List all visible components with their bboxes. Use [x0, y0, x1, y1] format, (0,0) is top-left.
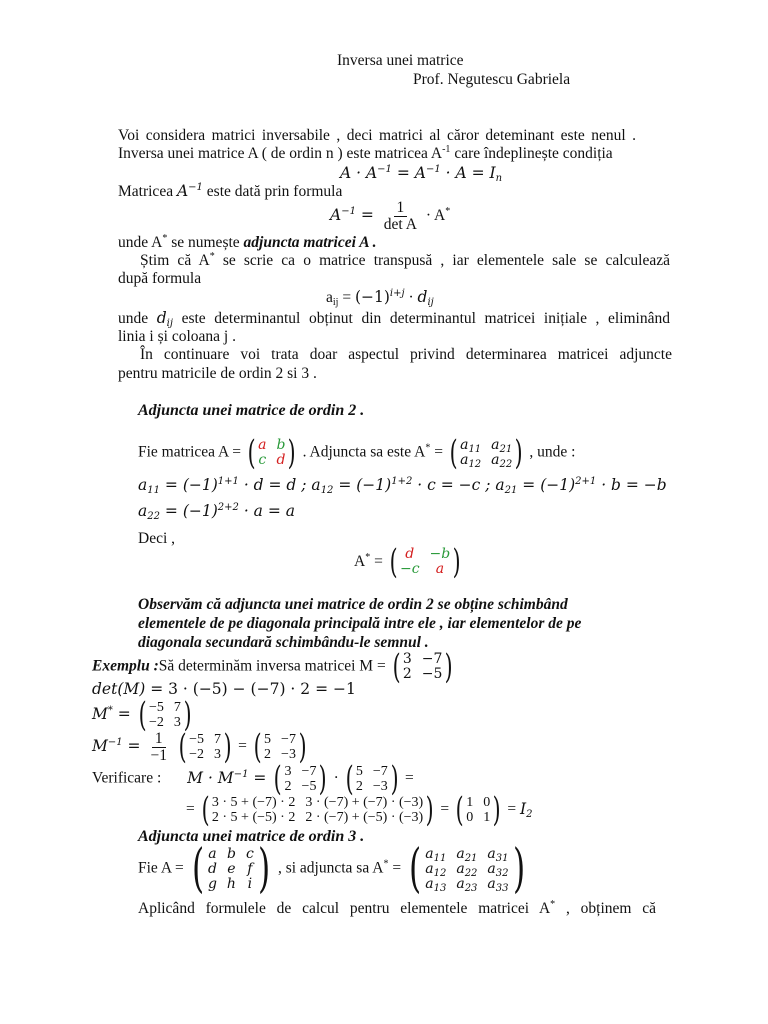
section-2-matrix-definition: Fie matricea A = ( a b c d ) . Adjuncta sa este A* = ( $a_{11}$ $a_{21}$ $a_{12}$ $a_{22}$ ) , unde :	[138, 433, 576, 473]
example-inverse: $M^{-1}$ = $\frac{1}{-1}$ ( −5 7 −2 3 ) = ( 5 −7 2 −3 )	[92, 727, 307, 767]
document-title: Inversa unei matrice	[337, 52, 464, 69]
intro-line-8: după formula	[118, 270, 202, 287]
example-verification: Verificare : $M \cdot M^{-1}$ = ( 3 −7 2 −5 ) · ( 5 −7 2 −3 ) =	[92, 759, 414, 799]
intro-line-4: Matricea $A^{-1}$ este dată prin formula	[118, 182, 343, 200]
formula-inverse: $A^{-1}$ = $\frac{1}{\text{det A}}$ · A*	[330, 198, 451, 233]
intro-line-7: Știm că A* se scrie ca o matrice transpusă , iar elementele sale se calculează	[140, 251, 670, 269]
section-3-matrix-definition: Fie A = ( a b c d e f g h i ) , si adjuncta sa A* = ( $a_{11}$ $a_{21}$ $a_{31}$ $a_{12}$ $a_{22}$ $a_{32}$ $a_{13}$ $a_{23}$ $a_{33}$ )	[138, 839, 525, 899]
observation-line-3: diagonala secundară schimbându-le semnul .	[138, 634, 429, 651]
intro-line-11: linia i și coloana j .	[118, 328, 236, 345]
example-det: det(M) = 3 · (−5) − (−7) · 2 = −1	[92, 680, 356, 698]
observation-line-1: Observăm că adjuncta unei matrice de ordin 2 se obține schimbând	[138, 596, 568, 613]
author-name: Prof. Negutescu Gabriela	[413, 71, 571, 88]
intro-line-13: pentru matricile de ordin 2 si 3 .	[118, 365, 317, 382]
formula-cofactors-2: $a_{22} = (-1)^{2+2} \cdot a = a$	[138, 502, 295, 522]
section-2-heading: Adjuncta unei matrice de ordin 2 .	[138, 402, 365, 419]
example-adjoint: M* = ( −5 7 −2 3 )	[92, 695, 192, 735]
observation-line-2: elementele de pe diagonala principală intre ele , iar elementelor de pe	[138, 615, 582, 632]
intro-line-1: Voi considera matrici inversabile , deci matrici al căror deteminant este nenul .	[118, 127, 636, 144]
formula-inverse-condition: $A \cdot A^{-1} = A^{-1} \cdot A = I_n$	[340, 164, 503, 184]
adjoint-2x2-result: A* = ( d −b −c a )	[354, 542, 461, 582]
example-statement: Exemplu :Să determinăm inversa matricei M = ( 3 −7 2 −5 )	[92, 647, 454, 687]
example-verification-product: = ( 3 · 5 + (−7) · 2 3 · (−7) + (−7) · (−3) 2 · 5 + (−5) · 2 2 · (−7) + (−5) · (−3) ) = ( 1 0 0 1 ) = $I_2$	[186, 790, 533, 830]
intro-line-2: Inversa unei matrice A ( de ordin n ) este matricea $A^{-1}$ care îndeplinește condiția	[118, 144, 613, 162]
intro-line-10: unde $d_{ij}$ este determinantul obținut din determinantul matricei inițiale , eliminând	[118, 309, 670, 329]
formula-cofactors-1: $a_{11} = (-1)^{1+1} \cdot d = d$ ; $a_{12} = (-1)^{1+2} \cdot c = -c$ ; $a_{21} = (-1)^{2+1} \cdot b = -b$	[138, 476, 667, 496]
intro-line-6: unde A* se numește adjuncta matricei A .	[118, 233, 377, 251]
formula-element: $a_{ij} = (-1)^{i+j} \cdot d_{ij}$	[326, 288, 434, 308]
intro-line-12: În continuare voi trata doar aspectul privind determinarea matricei adjuncte	[140, 346, 672, 363]
deci-label: Deci ,	[138, 530, 176, 547]
section-3-heading: Adjuncta unei matrice de ordin 3 .	[138, 828, 365, 845]
section-3-last-line: Aplicând formulele de calcul pentru elementele matricei A* , obținem că	[138, 899, 656, 917]
